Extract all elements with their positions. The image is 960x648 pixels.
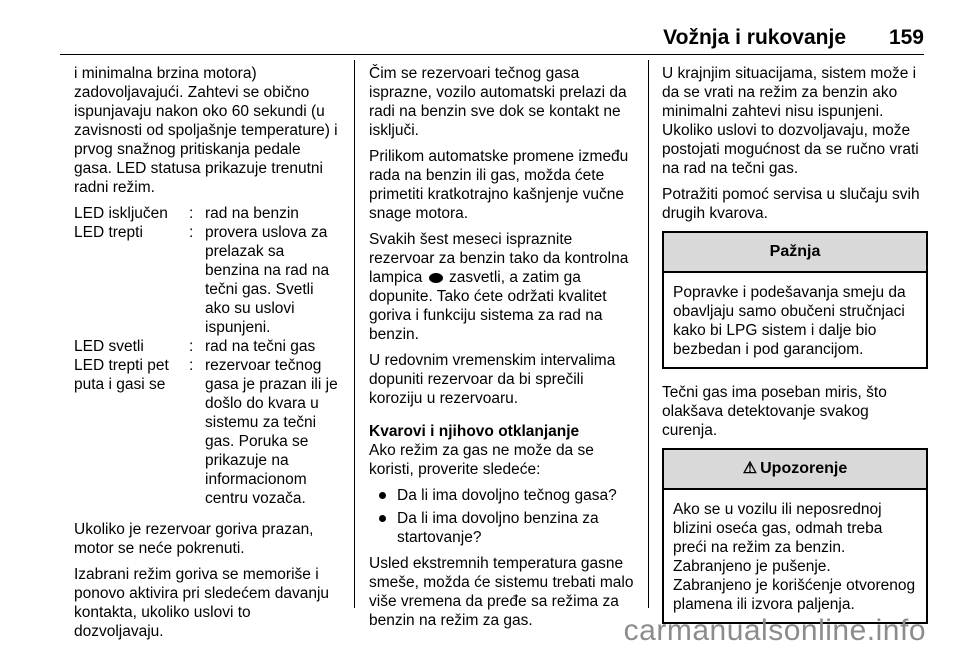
memory-paragraph: Izabrani režim goriva se memoriše i ponovo aktivira pri sledećem davanju kontakta, ukoliko uslovi to dozvoljavaju.	[74, 566, 330, 640]
page-number: 159	[888, 26, 924, 49]
warning-line: Ako se u vozilu ili neposrednoj blizini oseća gas, odmah treba preći na režim za benzin.	[673, 501, 883, 556]
list-item	[369, 509, 636, 547]
smell-paragraph: Tečni gas ima poseban miris, što olakšava detektovanje svakog curenja.	[662, 384, 887, 439]
notice-body: Popravke i podešavanja smeju da obavljaju samo obučeni stručnjaci kako bi LPG sistem i dalje bio bezbedan i pod garancijom.	[673, 284, 906, 358]
faults-checklist	[369, 486, 636, 547]
notice-box	[662, 231, 928, 369]
warning-box	[662, 448, 928, 624]
bullet-icon	[379, 492, 386, 499]
led-sep: :	[189, 357, 194, 374]
column-3	[662, 64, 928, 638]
intro-paragraph: i minimalna brzina motora) zadovoljavajući. Zahtevi se obično ispunjavaju nakon oko 60 sekundi (u zavisnosti od spoljašnje temperature) i prvog snažnog pritiskanja pedale gasa. LED statusa prikazuje trenutni radni režim.	[74, 65, 338, 196]
auto-switch-paragraph: Čim se rezervoari tečnog gasa isprazne, vozilo automatski prelazi da radi na benzin sve dok se kontakt ne isključi.	[369, 65, 627, 139]
warning-title: Upozorenje	[760, 460, 848, 477]
page-title: Vožnja i rukovanje	[663, 26, 846, 49]
led-sep: :	[189, 205, 194, 222]
warning-icon: ⚠	[742, 460, 758, 477]
list-item-text: Da li ima dovoljno tečnog gasa?	[397, 487, 617, 504]
column-2	[369, 64, 636, 637]
temperature-paragraph: Usled ekstremnih temperatura gasne smeše, možda će sistemu trebati malo više vremena da pređe sa režima za benzin na režim za gas.	[369, 555, 634, 629]
faults-intro: Ako režim za gas ne može da se koristi, proverite sledeće:	[369, 442, 594, 478]
six-month-paragraph	[369, 230, 636, 344]
extreme-situation-paragraph: U krajnjim situacijama, sistem može i da se vrati na režim za benzin ako minimalni zahtevi nisu ispunjeni. Ukoliko uslovi to dozvoljavaju, može postojati mogućnost da se ručno vrati na rad na tečni gas.	[662, 65, 919, 177]
led-value: provera uslova za prelazak sa benzina na rad na tečni gas. Svetli ako su uslovi ispunjeni.	[205, 224, 330, 336]
led-row	[74, 223, 342, 337]
led-sep: :	[189, 224, 194, 241]
control-lamp-icon	[429, 273, 443, 283]
list-item	[369, 486, 636, 505]
service-paragraph: Potražiti pomoć servisa u slučaju svih drugih kvarova.	[662, 186, 920, 222]
column-1	[74, 64, 342, 648]
notice-title: Pažnja	[664, 233, 926, 273]
warning-header	[664, 450, 926, 490]
watermark: carmanualsonline.info	[623, 614, 926, 647]
led-row	[74, 356, 342, 508]
page-header	[60, 28, 924, 55]
column-divider	[354, 60, 355, 608]
led-value: rad na benzin	[205, 205, 299, 222]
bullet-icon	[379, 515, 386, 522]
led-key: LED trepti	[74, 224, 143, 241]
led-key: LED trepti pet puta i gasi se	[74, 357, 169, 393]
led-table	[74, 204, 342, 508]
column-divider	[648, 60, 649, 608]
led-value: rad na tečni gas	[205, 338, 316, 355]
led-sep: :	[189, 338, 194, 355]
warning-line: Zabranjeno je pušenje.	[673, 558, 831, 575]
led-row	[74, 337, 342, 356]
six-month-text-b: zasvetli, a zatim ga dopunite. Tako ćete održati kvalitet goriva i funkciju sistema za rad na benzin.	[369, 269, 607, 343]
led-value: rezervoar tečnog gasa je prazan ili je došlo do kvara u sistemu za tečni gas. Poruka se prikazuje na informacionom centru vozača.	[205, 357, 338, 507]
six-month-text-a: Svakih šest meseci ispraznite rezervoar za benzin tako da kontrolna lampica	[369, 231, 629, 286]
list-item-text: Da li ima dovoljno benzina za startovanje?	[397, 510, 599, 546]
empty-tank-paragraph: Ukoliko je rezervoar goriva prazan, motor se neće pokrenuti.	[74, 521, 314, 557]
led-row	[74, 204, 342, 223]
warning-line: Zabranjeno je korišćenje otvorenog plamena ili izvora paljenja.	[673, 577, 916, 613]
led-key: LED svetli	[74, 338, 144, 355]
led-key: LED isključen	[74, 205, 168, 222]
warning-body	[664, 490, 926, 622]
faults-heading: Kvarovi i njihovo otklanjanje	[369, 423, 580, 440]
switch-delay-paragraph: Prilikom automatske promene između rada na benzin ili gas, možda ćete primetiti kratkotrajno kašnjenje vučne snage motora.	[369, 148, 629, 222]
regular-refill-paragraph: U redovnim vremenskim intervalima dopuniti rezervoar da bi sprečili koroziju u rezervoaru.	[369, 352, 616, 407]
